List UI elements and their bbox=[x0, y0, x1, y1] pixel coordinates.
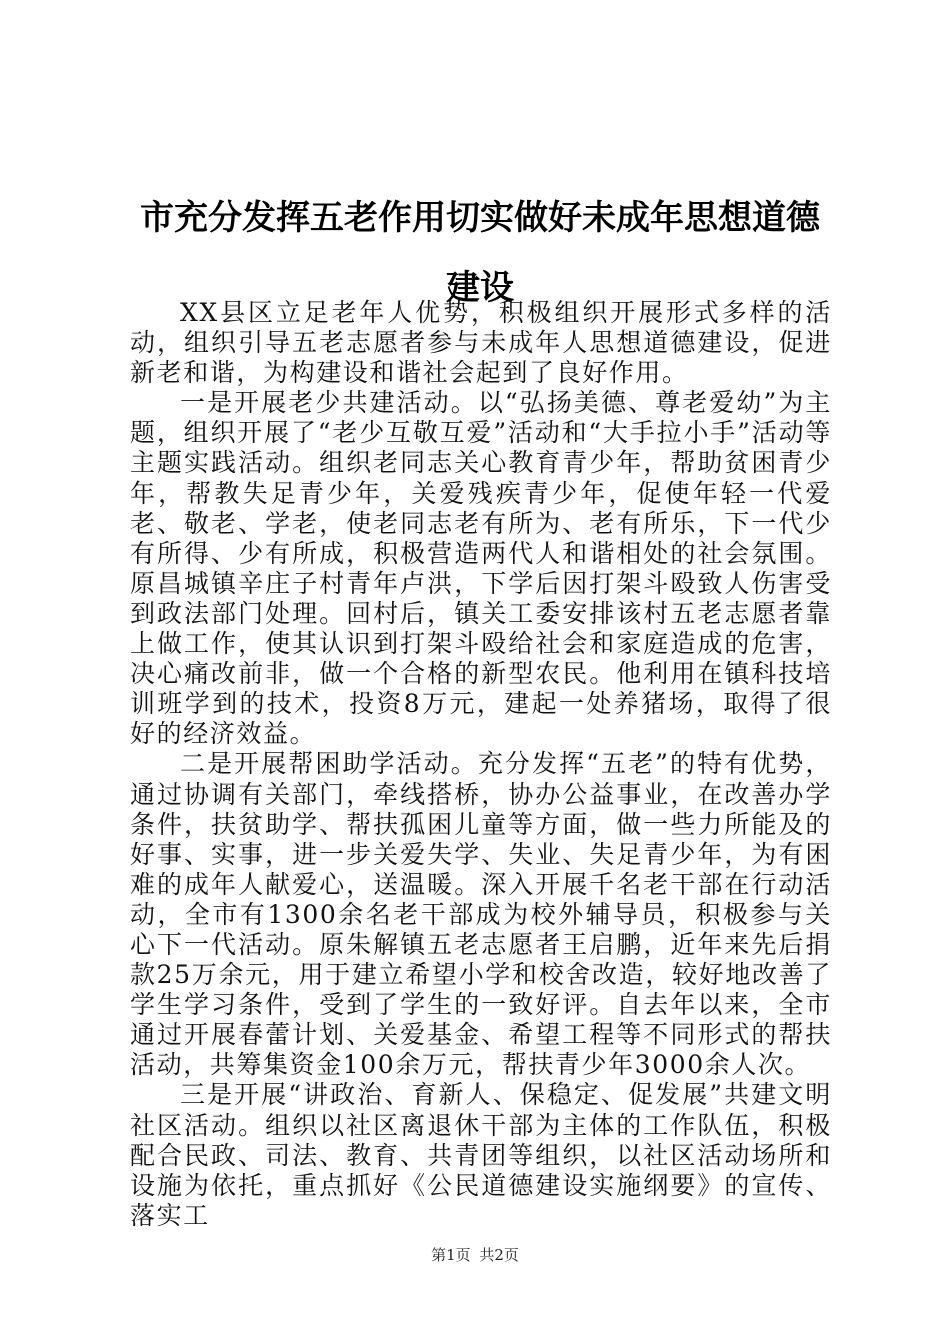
paragraph-three: 三是开展“讲政治、育新人、保稳定、促发展”共建文明社区活动。组织以社区离退休干部为主体的工作队伍，积极配合民政、司法、教育、共青团等组织，以社区活动场所和设施为依托，重点抓好《公民道德建设实施纲要》的宣传、落实工 bbox=[130, 1080, 832, 1230]
paragraph-two: 二是开展帮困助学活动。充分发挥“五老”的特有优势，通过协调有关部门，牵线搭桥，协办公益事业，在改善办学条件，扶贫助学、帮扶孤困儿童等方面，做一些力所能及的好事、实事，进一步关爱失学、失业、失足青少年，为有困难的成年人献爱心，送温暖。深入开展千名老干部在行动活动，全市有1300余名老干部成为校外辅导员，积极参与关心下一代活动。原朱解镇五老志愿者王启鹏，近年来先后捐款25万余元，用于建立希望小学和校舍改造，较好地改善了学生学习条件，受到了学生的一致好评。自去年以来，全市通过开展春蕾计划、关爱基金、希望工程等不同形式的帮扶活动，共筹集资金100余万元，帮扶青少年3000余人次。 bbox=[130, 749, 832, 1080]
document-body bbox=[130, 298, 832, 1231]
page-footer bbox=[0, 1244, 950, 1265]
title-line-1: 市充分发挥五老作用切实做好未成年思想道德 bbox=[140, 197, 820, 238]
paragraph-one: 一是开展老少共建活动。以“弘扬美德、尊老爱幼”为主题，组织开展了“老少互敬互爱”活动和“大手拉小手”活动等主题实践活动。组织老同志关心教育青少年，帮助贫困青少年，帮教失足青少年，关爱残疾青少年，促使年轻一代爱老、敬老、学老，使老同志老有所为、老有所乐，下一代少有所得、少有所成，积极营造两代人和谐相处的社会氛围。原昌城镇辛庄子村青年卢洪，下学后因打架斗殴致人伤害受到政法部门处理。回村后，镇关工委安排该村五老志愿者靠上做工作，使其认识到打架斗殴给社会和家庭造成的危害，决心痛改前非，做一个合格的新型农民。他利用在镇科技培训班学到的技术，投资8万元，建起一处养猪场，取得了很好的经济效益。 bbox=[130, 388, 832, 749]
page-number: 第1页 bbox=[431, 1246, 471, 1264]
paragraph-intro: XX县区立足老年人优势，积极组织开展形式多样的活动，组织引导五老志愿者参与未成年人思想道德建设，促进新老和谐，为构建设和谐社会起到了良好作用。 bbox=[130, 298, 832, 388]
page-total: 共2页 bbox=[479, 1246, 519, 1264]
title-line-2: 建设 bbox=[446, 267, 514, 308]
